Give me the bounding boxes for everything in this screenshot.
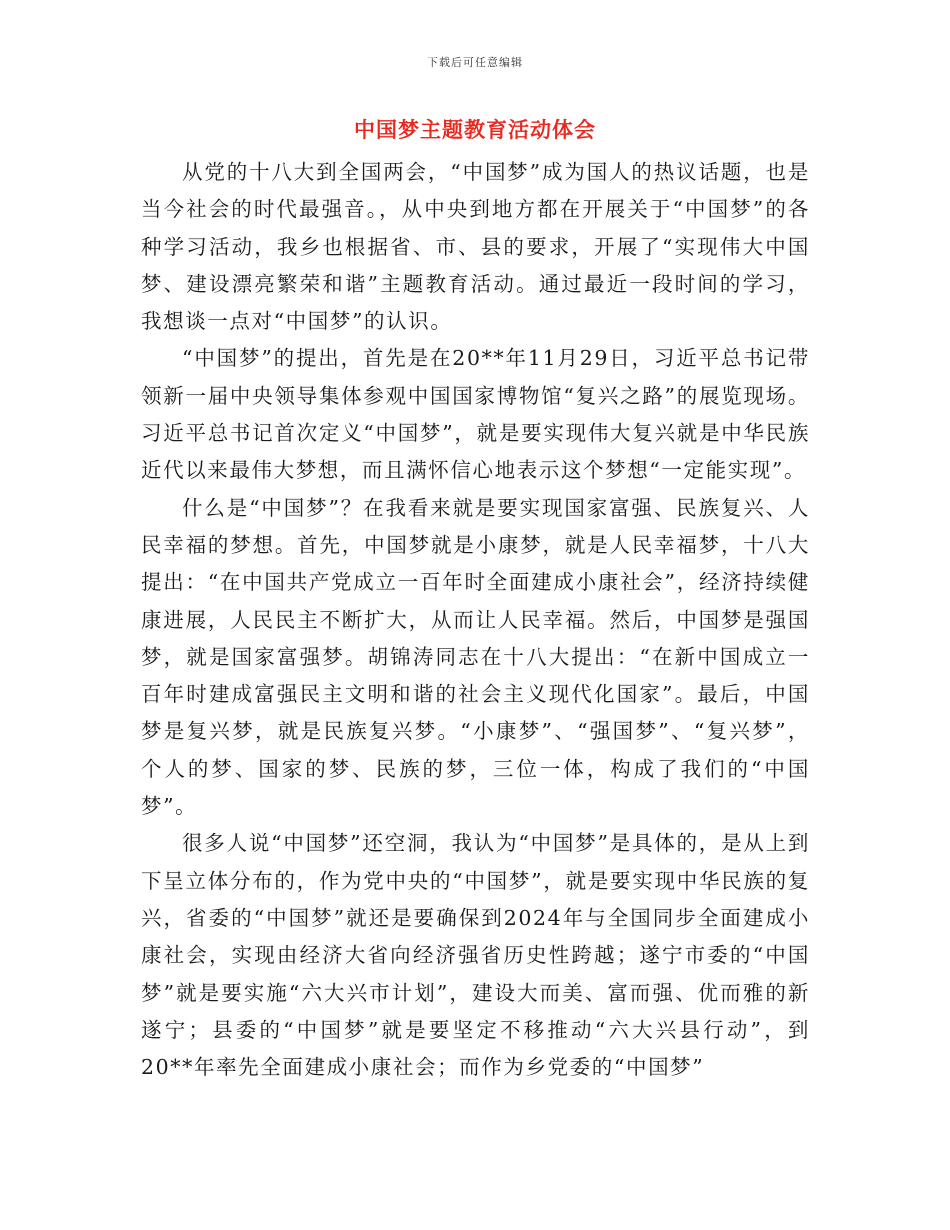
header-note: 下载后可任意编辑 [427,56,523,69]
paragraph-3: 什么是“中国梦”？在我看来就是要实现国家富强、民族复兴、人民幸福的梦想。首先，中国梦就是小康梦，就是人民幸福梦，十八大提出：“在中国共产党成立一百年时全面建成小康社会”，经济持续健康进展，人民民主不断扩大，从而让人民幸福。然后，中国梦是强国梦，就是国家富强梦。胡锦涛同志在十八大提出：“在新中国成立一百年时建成富强民主文明和谐的社会主义现代化国家”。最后，中国梦是复兴梦，就是民族复兴梦。“小康梦”、“强国梦”、“复兴梦”，个人的梦、国家的梦、民族的梦，三位一体，构成了我们的“中国梦”。 [141,495,810,819]
paragraph-1: 从党的十八大到全国两会，“中国梦”成为国人的热议话题，也是当今社会的时代最强音。，从中央到地方都在开展关于“中国梦”的各种学习活动，我乡也根据省、市、县的要求，开展了“实现伟大中国梦、建设漂亮繁荣和谐”主题教育活动。通过最近一段时间的学习，我想谈一点对“中国梦”的认识。 [141,160,810,334]
document-title: 中国梦主题教育活动体会 [354,117,596,142]
document-body [141,154,810,1086]
paragraph-2: “中国梦”的提出，首先是在20**年11月29日，习近平总书记带领新一届中央领导集体参观中国国家博物馆“复兴之路”的展览现场。习近平总书记首次定义“中国梦”，就是要实现伟大复兴就是中华民族近代以来最伟大梦想，而且满怀信心地表示这个梦想“一定能实现”。 [141,346,810,483]
paragraph-4: 很多人说“中国梦”还空洞，我认为“中国梦”是具体的，是从上到下呈立体分布的，作为党中央的“中国梦”，就是要实现中华民族的复兴，省委的“中国梦”就还是要确保到2024年与全国同步全面建成小康社会，实现由经济大省向经济强省历史性跨越；遂宁市委的“中国梦”就是要实施“六大兴市计划”，建设大而美、富而强、优而雅的新遂宁；县委的“中国梦”就是要坚定不移推动“六大兴县行动”，到20**年率先全面建成小康社会；而作为乡党委的“中国梦” [141,831,810,1080]
